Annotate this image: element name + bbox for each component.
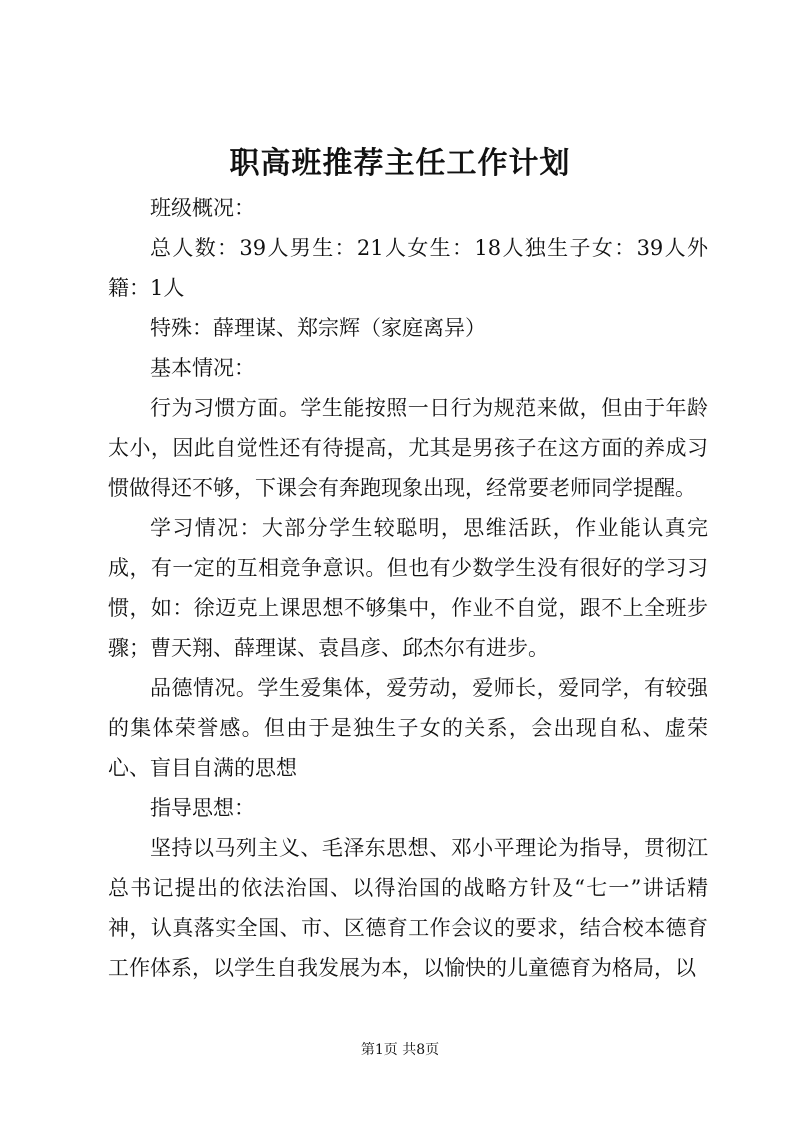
paragraph-class-statistics: 总人数：39人男生：21人女生：18人独生子女：39人外籍：1人 (108, 236, 708, 300)
paragraph-guiding-thought: 坚持以马列主义、毛泽东思想、邓小平理论为指导，贯彻江总书记提出的依法治国、以得治国的战略方针及“七一”讲话精神，认真落实全国、市、区德育工作会议的要求，结合校本德育工作体系，以学生自我发展为本，以愉快的儿童德育为格局，以 (108, 836, 708, 980)
paragraph-basic-situation-heading: 基本情况： (150, 356, 255, 380)
document-body (108, 188, 708, 988)
paragraph-special-cases: 特殊：薛理谋、郑宗辉（家庭离异） (150, 316, 486, 340)
page-footer: 第1页 共8页 (360, 1042, 440, 1058)
paragraph-behavior-habits: 行为习惯方面。学生能按照一日行为规范来做，但由于年龄太小，因此自觉性还有待提高，尤其是男孩子在这方面的养成习惯做得还不够，下课会有奔跑现象出现，经常要老师同学提醒。 (108, 396, 708, 500)
document-title: 职高班推荐主任工作计划 (229, 146, 571, 181)
paragraph-moral-situation: 品德情况。学生爱集体，爱劳动，爱师长，爱同学，有较强的集体荣誉感。但由于是独生子女的关系，会出现自私、虚荣心、盲目自满的思想 (108, 676, 708, 780)
paragraph-study-situation: 学习情况：大部分学生较聪明，思维活跃，作业能认真完成，有一定的互相竞争意识。但也有少数学生没有很好的学习习惯，如：徐迈克上课思想不够集中，作业不自觉，跟不上全班步骤；曹天翔、薛理谋、袁昌彦、邱杰尔有进步。 (108, 516, 708, 660)
paragraph-class-overview-heading: 班级概况： (150, 196, 255, 220)
paragraph-guiding-thought-heading: 指导思想： (150, 796, 255, 820)
